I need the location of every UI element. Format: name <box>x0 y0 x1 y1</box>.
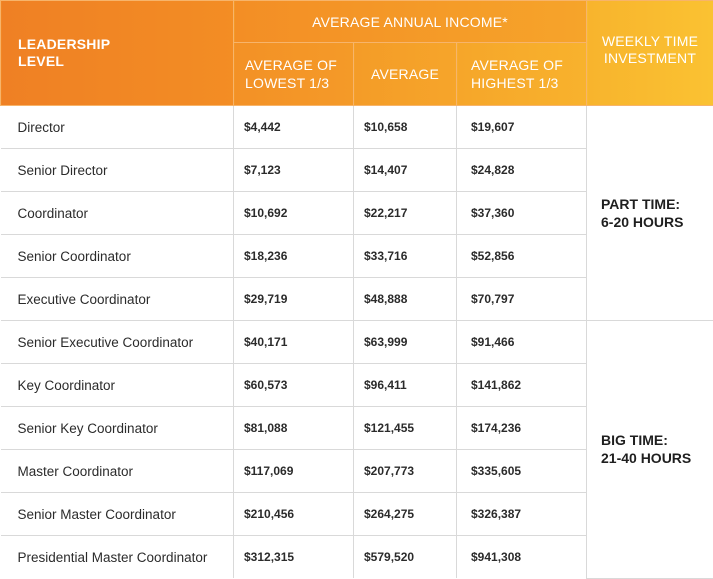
leadership-level-cell: Key Coordinator <box>1 364 234 407</box>
average-cell: $579,520 <box>354 536 457 579</box>
average-cell: $14,407 <box>354 149 457 192</box>
leadership-level-cell: Coordinator <box>1 192 234 235</box>
lowest-third-cell: $4,442 <box>234 106 354 149</box>
leadership-level-cell: Senior Key Coordinator <box>1 407 234 450</box>
highest-third-cell: $335,605 <box>457 450 587 493</box>
highest-third-cell: $174,236 <box>457 407 587 450</box>
table-row <box>1 321 713 364</box>
average-cell: $10,658 <box>354 106 457 149</box>
header-leadership-level <box>1 1 234 106</box>
header-average-annual-income: AVERAGE ANNUAL INCOME* <box>234 1 587 43</box>
time-group-part-time: PART TIME: 6-20 HOURS <box>587 106 713 321</box>
lowest-third-cell: $117,069 <box>234 450 354 493</box>
lowest-third-cell: $29,719 <box>234 278 354 321</box>
average-cell: $48,888 <box>354 278 457 321</box>
lowest-third-cell: $60,573 <box>234 364 354 407</box>
leadership-level-cell: Director <box>1 106 234 149</box>
leadership-level-cell: Senior Director <box>1 149 234 192</box>
header-average: AVERAGE <box>354 43 457 106</box>
table-row <box>1 106 713 149</box>
header-average-of-highest: AVERAGE OF HIGHEST 1/3 <box>457 43 587 106</box>
highest-third-cell: $326,387 <box>457 493 587 536</box>
leadership-level-cell: Presidential Master Coordinator <box>1 536 234 579</box>
average-cell: $121,455 <box>354 407 457 450</box>
highest-third-cell: $941,308 <box>457 536 587 579</box>
highest-third-cell: $141,862 <box>457 364 587 407</box>
highest-third-cell: $19,607 <box>457 106 587 149</box>
average-cell: $264,275 <box>354 493 457 536</box>
highest-third-cell: $52,856 <box>457 235 587 278</box>
lowest-third-cell: $312,315 <box>234 536 354 579</box>
lowest-third-cell: $40,171 <box>234 321 354 364</box>
lowest-third-cell: $7,123 <box>234 149 354 192</box>
leadership-level-cell: Senior Master Coordinator <box>1 493 234 536</box>
header-weekly-time-investment <box>587 1 713 106</box>
average-cell: $96,411 <box>354 364 457 407</box>
highest-third-cell: $70,797 <box>457 278 587 321</box>
lowest-third-cell: $10,692 <box>234 192 354 235</box>
average-cell: $207,773 <box>354 450 457 493</box>
leadership-level-cell: Master Coordinator <box>1 450 234 493</box>
leadership-level-cell: Executive Coordinator <box>1 278 234 321</box>
highest-third-cell: $24,828 <box>457 149 587 192</box>
average-cell: $22,217 <box>354 192 457 235</box>
header-weekly-time-line1: WEEKLY TIME <box>602 33 698 49</box>
highest-third-cell: $37,360 <box>457 192 587 235</box>
header-leadership-level-line2: LEVEL <box>18 53 64 69</box>
lowest-third-cell: $81,088 <box>234 407 354 450</box>
header-average-of-lowest: AVERAGE OF LOWEST 1/3 <box>234 43 354 106</box>
highest-third-cell: $91,466 <box>457 321 587 364</box>
average-cell: $33,716 <box>354 235 457 278</box>
header-leadership-level-line1: LEADERSHIP <box>18 36 110 52</box>
leadership-level-cell: Senior Coordinator <box>1 235 234 278</box>
lowest-third-cell: $210,456 <box>234 493 354 536</box>
time-group-big-time: BIG TIME: 21-40 HOURS <box>587 321 713 579</box>
average-cell: $63,999 <box>354 321 457 364</box>
leadership-level-cell: Senior Executive Coordinator <box>1 321 234 364</box>
header-weekly-time-line2: INVESTMENT <box>604 50 696 66</box>
lowest-third-cell: $18,236 <box>234 235 354 278</box>
